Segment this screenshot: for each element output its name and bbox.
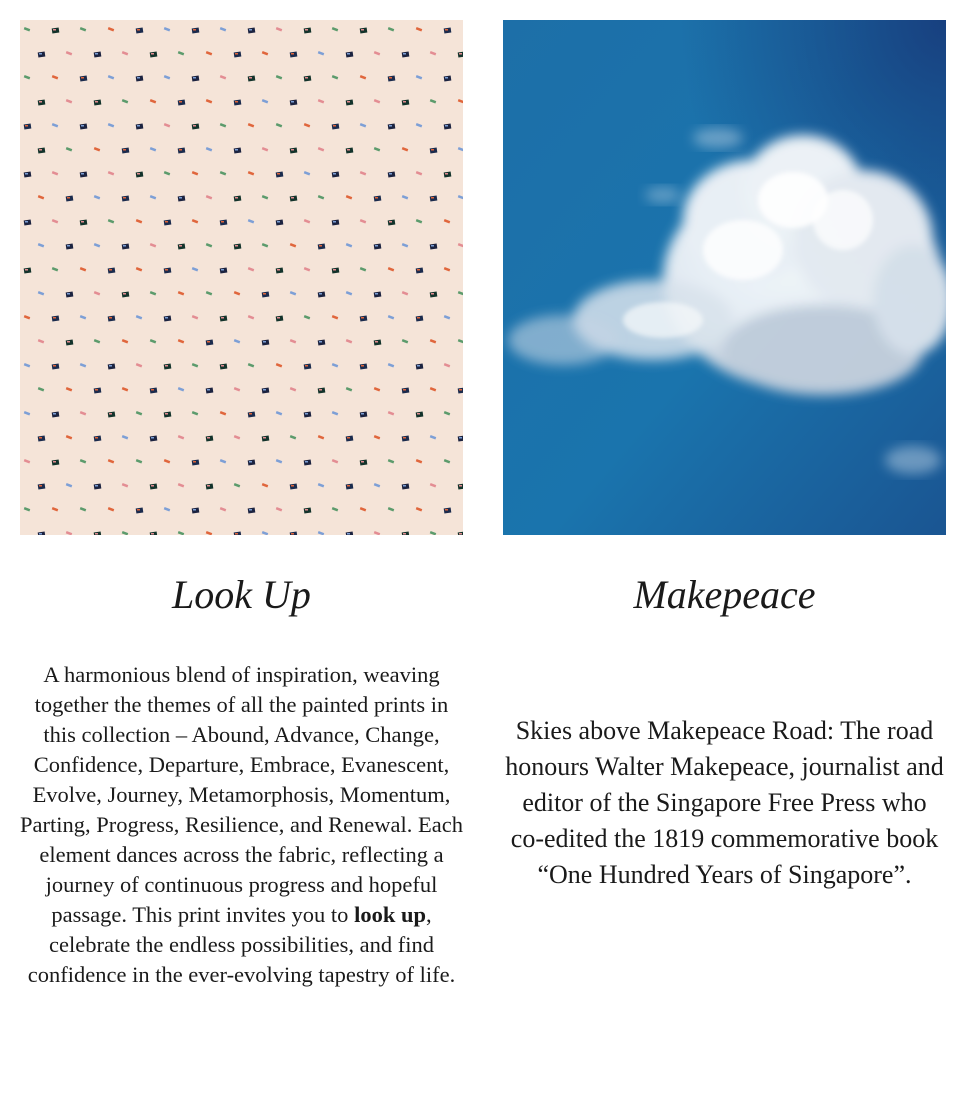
pattern-mark-accent [417, 317, 420, 319]
pattern-mark-accent [81, 125, 84, 127]
pattern-mark-accent [249, 413, 252, 415]
description-text-end: , celebrate the endless possibilities, and find confidence in the ever-evolving tapestry of life. [27, 902, 456, 987]
product-card-makepeace [503, 20, 946, 889]
pattern-mark-accent [193, 509, 196, 511]
pattern-mark-accent [431, 149, 434, 151]
pattern-mark-accent [403, 485, 406, 487]
pattern-mark-accent [319, 389, 322, 391]
pattern-mark-accent [333, 125, 336, 127]
pattern-mark-accent [25, 173, 28, 175]
pattern-mark-accent [361, 461, 364, 463]
pattern-mark-accent [81, 173, 84, 175]
pattern-mark-accent [319, 293, 322, 295]
pattern-mark-accent [39, 53, 42, 55]
product-title[interactable]: Makepeace [633, 572, 816, 617]
pattern-mark-accent [249, 77, 252, 79]
pattern-mark-accent [431, 293, 434, 295]
pattern-mark-accent [459, 485, 462, 487]
pattern-mark-accent [221, 317, 224, 319]
pattern-mark-accent [249, 29, 252, 31]
description-text: A harmonious blend of inspiration, weaving together the themes of all the painted prints in this collection – Abound, Advance, Change, Confidence, Departure, Embrace, Evanescent, Evolve, Journey, Metamorphosis, Momentum, Parting, Progress, Resilience, and Renewal. Each element dances across the fabric, reflecting a journey of continuous progress and hopeful passage. This print invites you to [20, 662, 464, 927]
pattern-mark-accent [263, 389, 266, 391]
pattern-mark-accent [431, 245, 434, 247]
product-card-look-up [20, 20, 464, 987]
pattern-mark-accent [109, 413, 112, 415]
pattern-mark-accent [95, 437, 98, 439]
pattern-mark-accent [389, 221, 392, 223]
pattern-mark-accent [81, 77, 84, 79]
pattern-mark-accent [291, 197, 294, 199]
pattern-mark-accent [333, 269, 336, 271]
pattern-mark-accent [235, 197, 238, 199]
pattern-mark-accent [445, 509, 448, 511]
pattern-mark-accent [109, 365, 112, 367]
pattern-mark-accent [109, 269, 112, 271]
pattern-mark-accent [319, 341, 322, 343]
pattern-mark-accent [165, 221, 168, 223]
pattern-mark-accent [235, 533, 238, 535]
pattern-mark-accent [95, 53, 98, 55]
pattern-mark-accent [445, 77, 448, 79]
pattern-mark-accent [95, 101, 98, 103]
pattern-mark-accent [305, 77, 308, 79]
pattern-mark-accent [67, 341, 70, 343]
pattern-mark-accent [445, 29, 448, 31]
pattern-mark-accent [207, 437, 210, 439]
pattern-mark-accent [39, 485, 42, 487]
pattern-mark-accent [39, 149, 42, 151]
pattern-mark-accent [291, 485, 294, 487]
pattern-mark-accent [403, 389, 406, 391]
pattern-mark-accent [53, 413, 56, 415]
pattern-mark-accent [207, 485, 210, 487]
pattern-mark-accent [361, 413, 364, 415]
pattern-mark-accent [165, 269, 168, 271]
pattern-mark-accent [193, 461, 196, 463]
pattern-mark-accent [375, 293, 378, 295]
pattern-mark-accent [165, 413, 168, 415]
pattern-mark-accent [375, 197, 378, 199]
pattern-mark-accent [417, 269, 420, 271]
pattern-mark-accent [207, 341, 210, 343]
pattern-mark-accent [137, 77, 140, 79]
pattern-mark-accent [39, 437, 42, 439]
pattern-mark-accent [305, 29, 308, 31]
pattern-mark-accent [53, 461, 56, 463]
pattern-mark-accent [361, 317, 364, 319]
pattern-mark-accent [193, 125, 196, 127]
pattern-mark-accent [95, 533, 98, 535]
pattern-mark-accent [333, 221, 336, 223]
pattern-mark-accent [291, 101, 294, 103]
pattern-mark-accent [459, 437, 462, 439]
pattern-mark-accent [81, 221, 84, 223]
pattern-mark-accent [277, 317, 280, 319]
pattern-mark-accent [459, 533, 462, 535]
pattern-mark-accent [39, 533, 42, 535]
pattern-mark-accent [235, 245, 238, 247]
pattern-mark-accent [151, 437, 154, 439]
pattern-mark-accent [375, 245, 378, 247]
pattern-mark-accent [53, 29, 56, 31]
pattern-mark-accent [123, 245, 126, 247]
pattern-mark-accent [347, 101, 350, 103]
pattern-mark-accent [305, 365, 308, 367]
pattern-mark-accent [151, 533, 154, 535]
pattern-mark-accent [221, 365, 224, 367]
pattern-mark-accent [179, 149, 182, 151]
pattern-mark-accent [123, 149, 126, 151]
pattern-mark-accent [375, 341, 378, 343]
pattern-mark-accent [305, 461, 308, 463]
pattern-mark-accent [179, 197, 182, 199]
pattern-mark-accent [361, 29, 364, 31]
pattern-mark-accent [431, 197, 434, 199]
pattern-mark-accent [459, 53, 462, 55]
look-up-pattern-image[interactable] [20, 20, 463, 535]
pattern-mark-accent [165, 365, 168, 367]
pattern-mark-accent [67, 245, 70, 247]
pattern-mark-accent [389, 77, 392, 79]
pattern-mark-accent [459, 389, 462, 391]
pattern-mark-accent [151, 485, 154, 487]
pattern-mark-accent [263, 341, 266, 343]
pattern-mark-accent [333, 173, 336, 175]
pattern-mark-accent [193, 29, 196, 31]
pattern-mark-accent [25, 221, 28, 223]
pattern-mark-accent [67, 293, 70, 295]
pattern-mark-accent [445, 125, 448, 127]
product-title[interactable]: Look Up [172, 572, 311, 617]
pattern-mark-accent [347, 485, 350, 487]
pattern-mark-accent [291, 53, 294, 55]
pattern-mark-accent [235, 53, 238, 55]
pattern-mark-accent [263, 437, 266, 439]
pattern-mark-accent [291, 533, 294, 535]
pattern-mark-accent [417, 413, 420, 415]
pattern-mark-accent [277, 173, 280, 175]
pattern-mark-accent [263, 293, 266, 295]
pattern-mark-accent [347, 437, 350, 439]
pattern-mark-accent [95, 389, 98, 391]
pattern-mark-accent [347, 53, 350, 55]
pattern-mark-accent [221, 269, 224, 271]
pattern-mark-accent [389, 173, 392, 175]
pattern-mark-accent [403, 101, 406, 103]
pattern-mark-accent [221, 221, 224, 223]
pattern-mark-accent [193, 77, 196, 79]
pattern-mark-accent [347, 149, 350, 151]
pattern-mark-accent [123, 197, 126, 199]
pattern-mark-accent [445, 173, 448, 175]
product-description: Skies above Makepeace Road: The road honours Walter Makepeace, journalist and editor of the Singapore Free Press who co-edited the 1819 commemorative book “One Hundred Years of Singapore”. [505, 716, 944, 889]
pattern-mark-accent [235, 101, 238, 103]
pattern-mark-accent [417, 365, 420, 367]
pattern-mark-accent [179, 101, 182, 103]
pattern-mark-accent [53, 317, 56, 319]
pattern-mark-accent [25, 125, 28, 127]
pattern-mark-accent [207, 389, 210, 391]
product-description [20, 660, 463, 990]
pattern-mark-accent [53, 365, 56, 367]
pattern-mark-accent [249, 509, 252, 511]
pattern-mark-accent [347, 533, 350, 535]
pattern-mark-accent [179, 245, 182, 247]
pattern-mark-accent [151, 53, 154, 55]
pattern-mark-accent [277, 221, 280, 223]
pattern-mark-accent [137, 173, 140, 175]
pattern-mark-accent [137, 509, 140, 511]
pattern-mark-accent [361, 365, 364, 367]
sky-cloud-graphic [503, 20, 946, 535]
pattern-mark-accent [39, 101, 42, 103]
pattern-mark-accent [109, 317, 112, 319]
pattern-mark-accent [277, 269, 280, 271]
pattern-mark-accent [67, 197, 70, 199]
pattern-mark-accent [305, 413, 308, 415]
pattern-mark-accent [235, 149, 238, 151]
pattern-mark-accent [249, 461, 252, 463]
pattern-mark-accent [137, 29, 140, 31]
pattern-mark-accent [403, 437, 406, 439]
makepeace-sky-image[interactable] [503, 20, 946, 535]
pattern-mark-accent [291, 149, 294, 151]
pattern-mark-accent [95, 485, 98, 487]
pattern-mark-accent [123, 293, 126, 295]
pattern-mark-accent [389, 125, 392, 127]
pattern-mark-accent [165, 317, 168, 319]
pattern-mark-accent [403, 533, 406, 535]
pattern-mark-accent [319, 245, 322, 247]
pattern-mark-accent [151, 389, 154, 391]
description-emphasis: look up [354, 902, 426, 927]
pattern-mark-accent [403, 53, 406, 55]
pattern-mark-accent [305, 509, 308, 511]
pattern-mark-accent [25, 269, 28, 271]
pattern-graphic [20, 20, 463, 535]
pattern-mark-accent [137, 125, 140, 127]
